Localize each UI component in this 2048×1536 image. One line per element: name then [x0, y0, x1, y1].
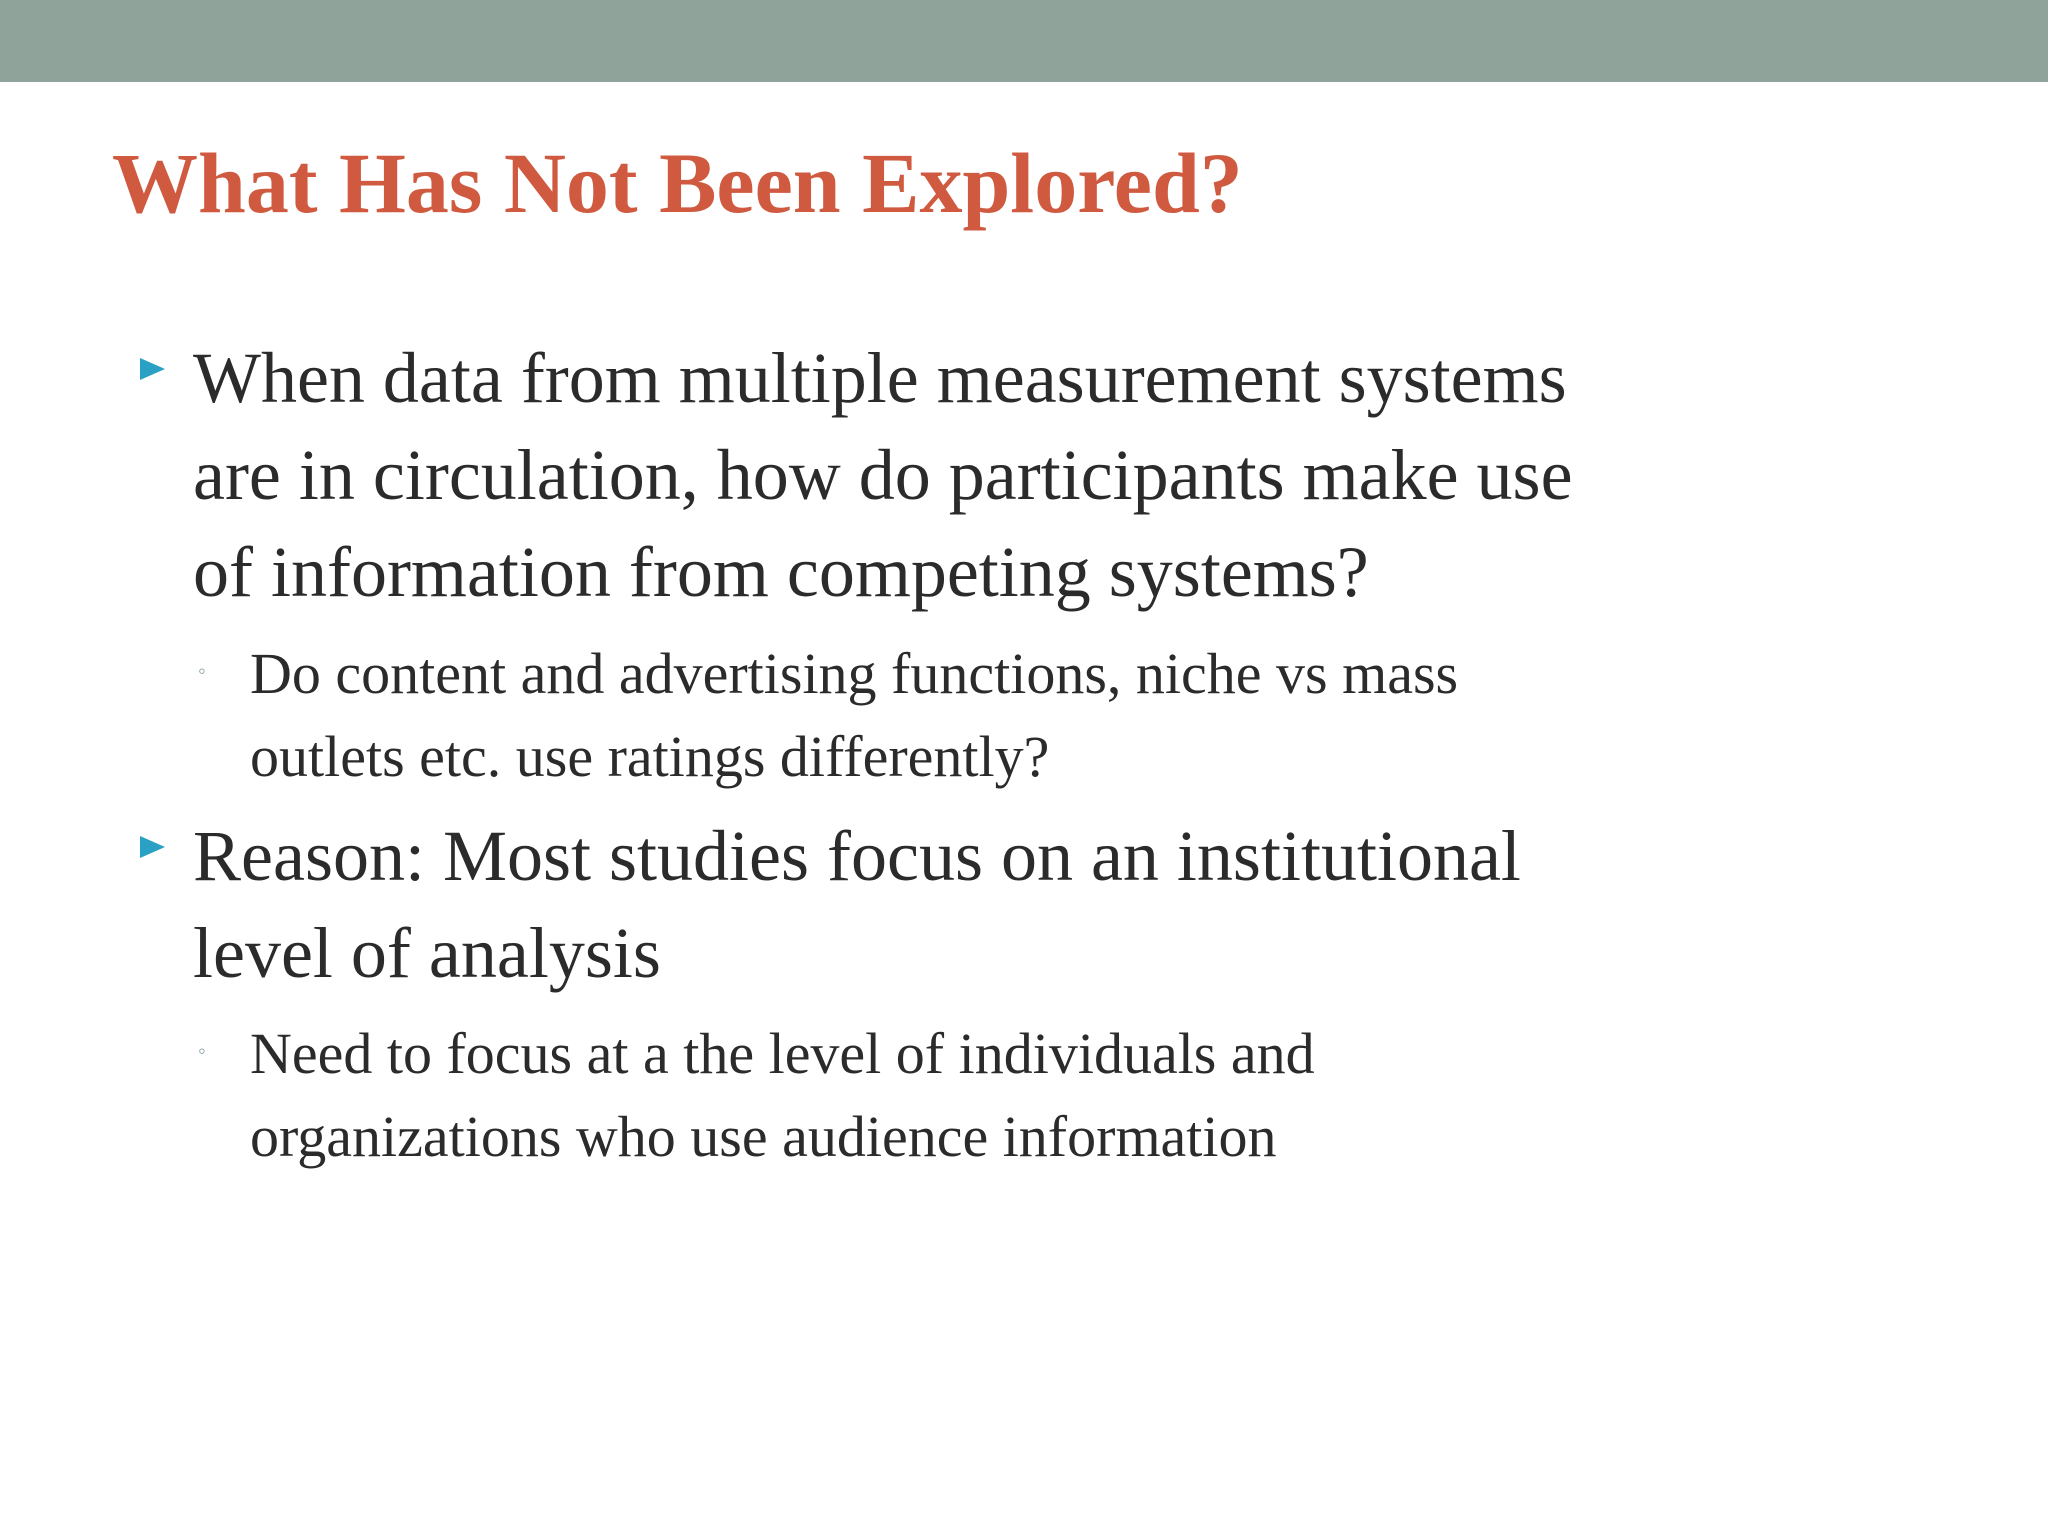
bullet-1: [193, 330, 1573, 621]
bullet-2-line-1: Reason: Most studies focus on an institutional: [193, 816, 1521, 896]
bullet-1-line-2: are in circulation, how do participants make use: [193, 435, 1573, 515]
sub-bullet-circle-icon: ◦: [198, 658, 206, 683]
bullet-2: [193, 808, 1521, 1002]
sub-bullet-2-line-1: Need to focus at a the level of individuals and: [250, 1021, 1315, 1086]
bullet-1-line-3: of information from competing systems?: [193, 532, 1369, 612]
bullet-arrow-icon: [140, 836, 165, 858]
bullet-2-line-2: level of analysis: [193, 913, 661, 993]
sub-bullet-1: [250, 632, 1458, 798]
sub-bullet-circle-icon: ◦: [198, 1038, 206, 1063]
top-banner: [0, 0, 2048, 82]
bullet-1-line-1: When data from multiple measurement systems: [193, 338, 1567, 418]
bullet-arrow-icon: [140, 358, 165, 380]
sub-bullet-2-line-2: organizations who use audience information: [250, 1104, 1277, 1169]
sub-bullet-1-line-2: outlets etc. use ratings differently?: [250, 724, 1050, 789]
sub-bullet-2: [250, 1012, 1315, 1178]
sub-bullet-1-line-1: Do content and advertising functions, niche vs mass: [250, 641, 1459, 706]
slide-title: What Has Not Been Explored?: [112, 135, 1243, 231]
